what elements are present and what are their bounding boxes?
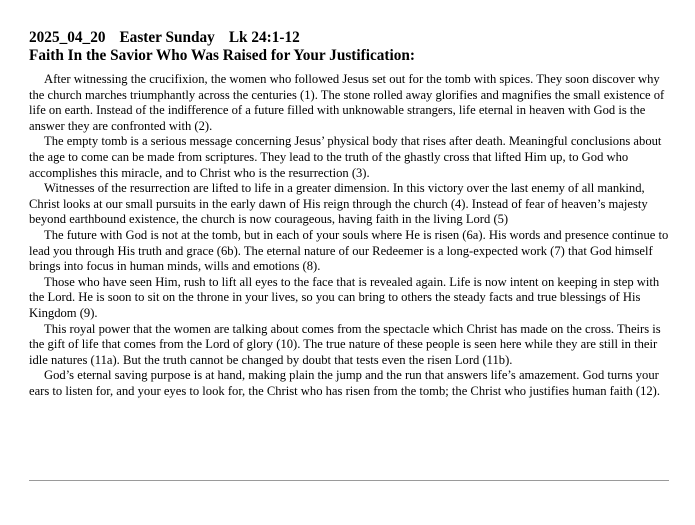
sermon-title: Faith In the Savior Who Was Raised for Your Justification: xyxy=(29,47,416,64)
header-line xyxy=(29,29,673,47)
sermon-body xyxy=(29,72,673,399)
paragraph-3: Witnesses of the resurrection are lifted to life in a greater dimension. In this victory over the last enemy of all mankind, Christ looks at our small pursuits in the early dawn of His reign through the church (4). Instead of fear of heaven’s majesty beyond earthbound existence, the church is now courageous, having faith in the living Lord (5) xyxy=(29,181,648,227)
document-page xyxy=(29,29,673,399)
scripture-reference: Lk 24:1-12 xyxy=(228,29,300,46)
paragraph-5: Those who have seen Him, rush to lift all eyes to the face that is revealed again. Life is now intent on keeping in step with the Lord. He is soon to sit on the throne in your lives, so you can bring to others the steady facts and true blessings of His Kingdom (9). xyxy=(29,274,660,320)
paragraph-2: The empty tomb is a serious message concerning Jesus’ physical body that rises after death. Meaningful conclusions about the age to come can be made from scriptures. They lead to the truth of the ghastly cross that lifted Him up, to God who accomplishes this miracle, and to Christ who is the resurrection (3). xyxy=(29,134,662,180)
sermon-date: 2025_04_20 xyxy=(29,29,106,46)
paragraph-4: The future with God is not at the tomb, but in each of your souls where He is risen (6a). His words and presence continue to lead you through His truth and grace (6b). The eternal nature of our Redeemer is a long-expected work (7) that God himself brings into focus in human minds, wills and emotions (8). xyxy=(29,227,669,274)
occasion-label: Easter Sunday xyxy=(119,29,215,46)
paragraph-6: This royal power that the women are talking about comes from the spectacle which Christ has made on the cross. Theirs is the gift of life that comes from the Lord of glory (10). The true nature of these people is seen here while they are still in their idle natures (11a). But the truth cannot be changed by doubt that tests even the risen Lord (11b). xyxy=(29,321,661,367)
bottom-divider xyxy=(29,480,669,481)
paragraph-1: After witnessing the crucifixion, the women who followed Jesus set out for the tomb with spices. They soon discover why the church marches triumphantly across the centuries (1). The stone rolled away glorifies and magnifies the small existence of life on earth. Instead of the indifference of a future filled with unknowable strangers, life eternal in heaven with God is the answer they are confronted with (2). xyxy=(29,72,665,133)
paragraph-7: God’s eternal saving purpose is at hand, making plain the jump and the run that answers life’s amazement. God turns your ears to listen for, and your eyes to look for, the Christ who has risen from the tomb; the Christ who justifies human faith (12). xyxy=(29,368,661,398)
